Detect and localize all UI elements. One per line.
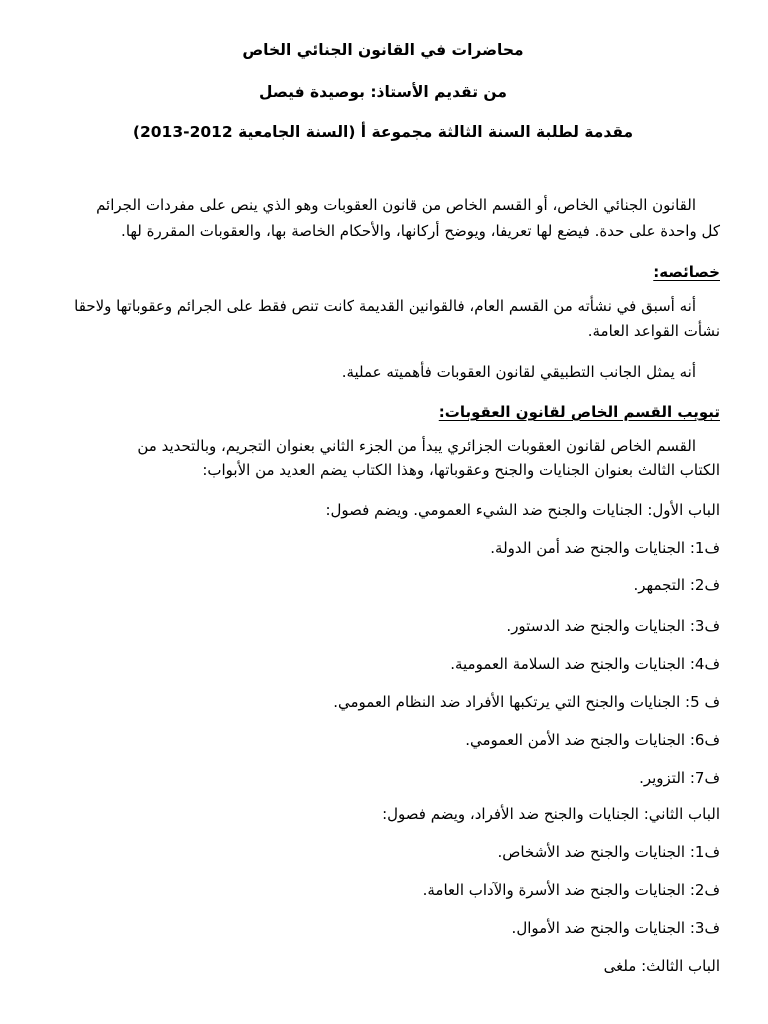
part-1-title: الباب الأول: الجنايات والجنح ضد الشيء العمومي. ويضم فصول: (325, 501, 720, 519)
part-1-chapter: ف1: الجنايات والجنح ضد أمن الدولة. (490, 539, 720, 557)
classification-heading: تبويب القسم الخاص لقانون العقوبات: (438, 403, 720, 421)
intro-line-2: كل واحدة على حدة. فيضع لها تعريفا، ويوضح أركانها، والأحكام الخاصة بها، والعقوبات المقررة لها. (121, 222, 720, 240)
part-1-chapter: ف6: الجنايات والجنح ضد الأمن العمومي. (465, 731, 720, 749)
part-2-chapter: ف3: الجنايات والجنح ضد الأموال. (511, 919, 720, 937)
part-1-chapter: ف3: الجنايات والجنح ضد الدستور. (506, 617, 720, 635)
part-1-chapter: ف2: التجمهر. (633, 576, 720, 594)
part-1-chapter: ف7: التزوير. (639, 769, 720, 787)
part-1-chapter: ف4: الجنايات والجنح ضد السلامة العمومية. (450, 655, 720, 673)
part-2-title: الباب الثاني: الجنايات والجنح ضد الأفراد، ويضم فصول: (382, 805, 720, 823)
lecture-title: محاضرات في القانون الجنائي الخاص (242, 41, 524, 59)
part-1-chapter: ف 5: الجنايات والجنح التي يرتكبها الأفراد ضد النظام العمومي. (333, 693, 720, 711)
classification-line-2: الكتاب الثالث بعنوان الجنايات والجنح وعقوباتها، وهذا الكتاب يضم العديد من الأبواب: (202, 461, 720, 479)
lecturer-line: من تقديم الأستاذ: بوصيدة فيصل (259, 83, 507, 101)
audience-line: مقدمة لطلبة السنة الثالثة مجموعة أ (السنة الجامعية 2012-2013) (132, 123, 634, 141)
characteristic-2: أنه يمثل الجانب التطبيقي لقانون العقوبات فأهميته عملية. (341, 363, 696, 381)
part-2-chapter: ف1: الجنايات والجنح ضد الأشخاص. (497, 843, 720, 861)
part-3-title: الباب الثالث: ملغى (603, 957, 720, 975)
characteristic-1-line-1: أنه أسبق في نشأته من القسم العام، فالقوانين القديمة كانت تنص فقط على الجرائم وعقوباتها ولاحقا (74, 297, 696, 315)
intro-line-1: القانون الجنائي الخاص، أو القسم الخاص من قانون العقوبات وهو الذي ينص على مفردات الجرائم (96, 196, 696, 214)
characteristic-1-line-2: نشأت القواعد العامة. (587, 322, 720, 340)
characteristics-heading: خصائصه: (653, 263, 720, 281)
part-2-chapter: ف2: الجنايات والجنح ضد الأسرة والآداب العامة. (422, 881, 720, 899)
classification-line-1: القسم الخاص لقانون العقوبات الجزائري يبدأ من الجزء الثاني بعنوان التجريم، وبالتحديد من (137, 437, 696, 455)
